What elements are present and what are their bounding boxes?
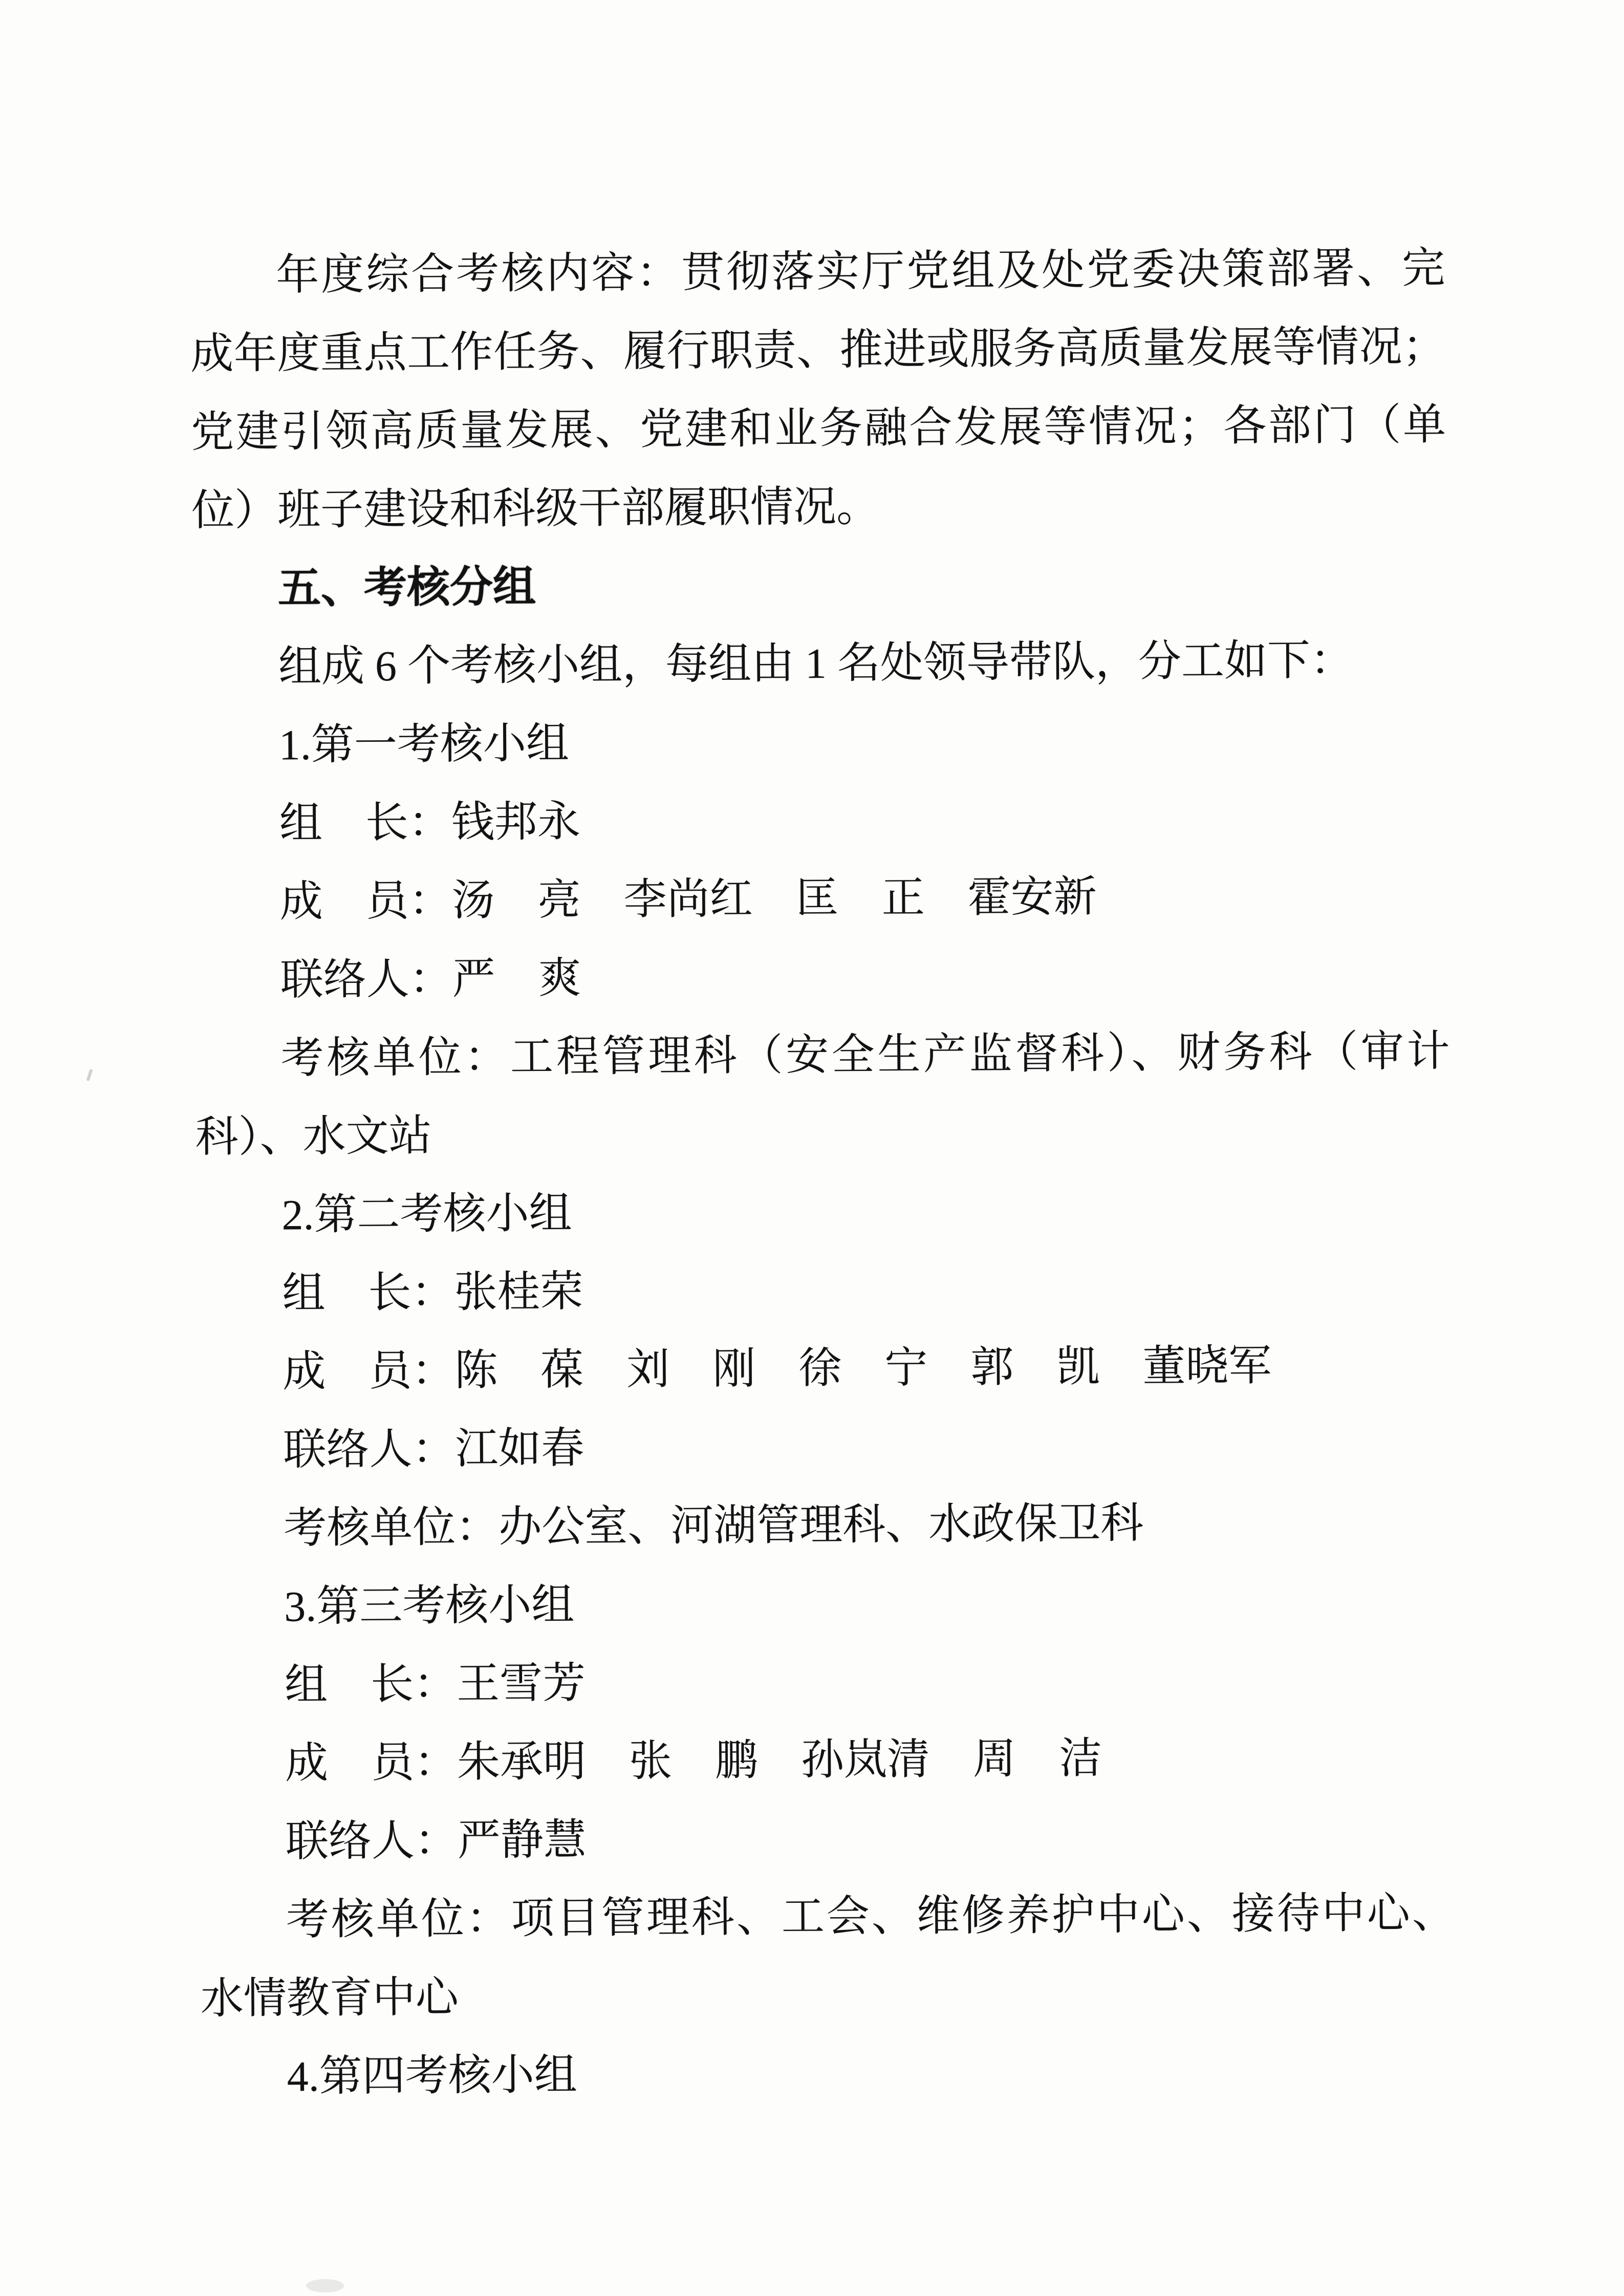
overview-paragraph-line-1: 年度综合考核内容：贯彻落实厅党组及处党委决策部署、完 bbox=[275, 244, 1445, 299]
group2-title: 2.第二考核小组 bbox=[282, 1189, 572, 1239]
group4-title: 4.第四考核小组 bbox=[287, 2051, 578, 2101]
group2-members-line: 成 员：陈 葆 刘 刚 徐 宁 郭 凯 董晓军 bbox=[283, 1342, 1272, 1396]
group2-liaison-line: 联络人：江如春 bbox=[283, 1424, 584, 1474]
group1-units-line-1: 考核单位：工程管理科（安全生产监督科）、财务科（审计 bbox=[280, 1027, 1450, 1083]
group1-liaison-line: 联络人：严 爽 bbox=[280, 954, 581, 1004]
scan-artifact-smudge bbox=[306, 2279, 344, 2292]
grouping-intro-line: 组成 6 个考核小组，每组由 1 名处领导带队，分工如下： bbox=[278, 636, 1354, 691]
overview-paragraph-line-4: 位）班子建设和科级干部履职情况。 bbox=[191, 483, 880, 535]
section-heading-assessment-grouping: 五、考核分组 bbox=[277, 563, 536, 613]
group3-liaison-line: 联络人：严静慧 bbox=[285, 1816, 587, 1866]
group1-title: 1.第一考核小组 bbox=[278, 720, 570, 769]
group3-units-line-2: 水情教育中心 bbox=[200, 1973, 459, 2023]
document-body bbox=[190, 229, 1456, 2117]
scan-artifact-speck bbox=[86, 1069, 93, 1082]
group1-units-line-2: 科）、水文站 bbox=[195, 1112, 432, 1162]
group3-title: 3.第三考核小组 bbox=[284, 1581, 575, 1631]
group1-members-line: 成 员：汤 亮 李尚红 匡 正 霍安新 bbox=[279, 873, 1097, 926]
overview-paragraph-line-2: 成年度重点工作任务、履行职责、推进或服务高质量发展等情况； bbox=[190, 323, 1446, 378]
group1-leader-line: 组 长：钱邦永 bbox=[279, 798, 581, 848]
group3-leader-line: 组 长：王雪芳 bbox=[284, 1659, 586, 1709]
group2-leader-line: 组 长：张桂荣 bbox=[282, 1268, 583, 1318]
group3-members-line: 成 员：朱承明 张 鹏 孙岚清 周 洁 bbox=[285, 1734, 1102, 1788]
overview-paragraph-line-3: 党建引领高质量发展、党建和业务融合发展等情况；各部门（单 bbox=[190, 401, 1446, 457]
group2-units-line: 考核单位：办公室、河湖管理科、水政保卫科 bbox=[283, 1499, 1144, 1553]
group3-units-line-1: 考核单位：项目管理科、工会、维修养护中心、接待中心、 bbox=[286, 1889, 1456, 1944]
